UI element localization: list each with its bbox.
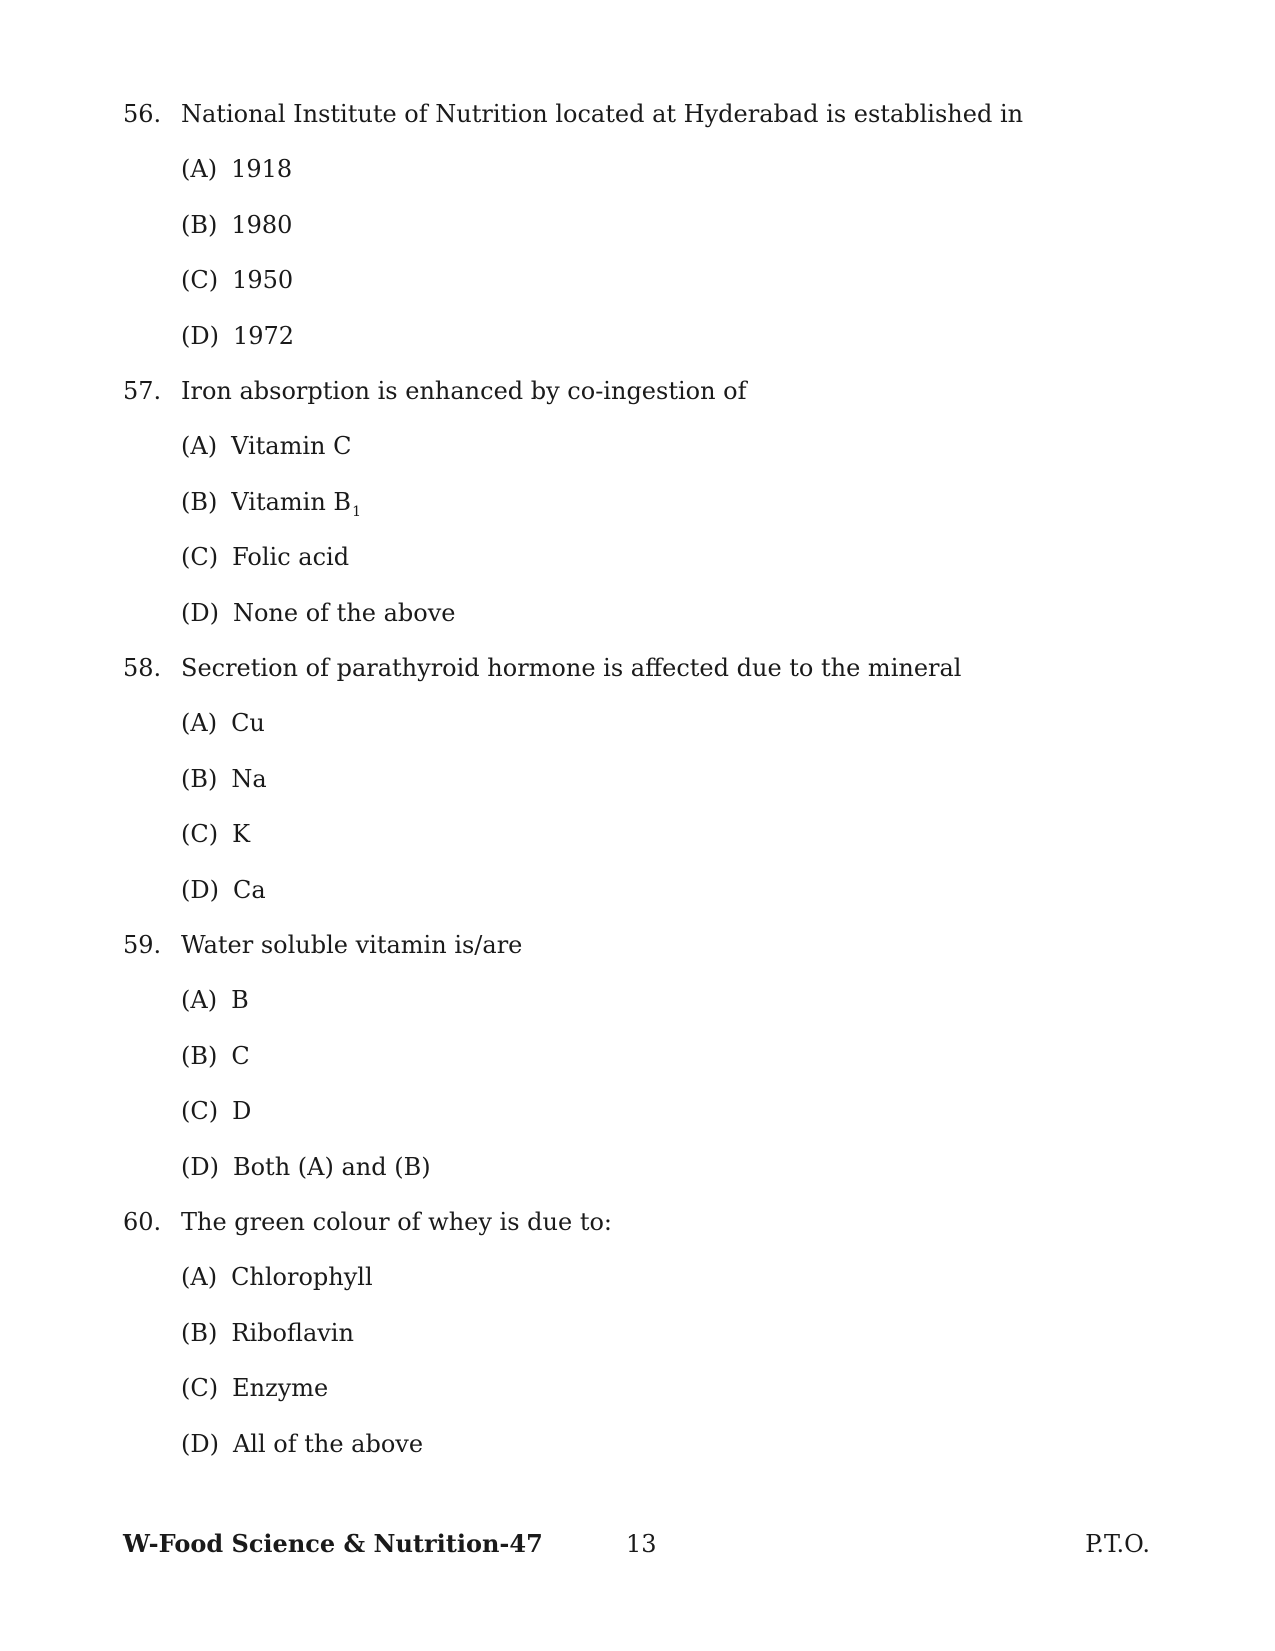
option-letter: (C) [181,543,219,571]
option-text: Riboflavin [231,1318,354,1347]
question-60 [123,1194,1163,1472]
option-text: Folic acid [232,543,350,571]
question-number: 56. [123,100,162,128]
question-text: National Institute of Nutrition located at Hyderabad is established in [181,100,1024,128]
option-text: Vitamin C [231,432,352,460]
option-letter: (B) [181,764,218,793]
option-b [123,198,1163,254]
question-text: Secretion of parathyroid hormone is affected due to the mineral [181,654,962,682]
option-d [123,309,1163,365]
option-text: B [231,986,249,1014]
option-text: Na [231,764,267,793]
option-text: K [232,820,251,848]
option-d [123,863,1163,919]
option-letter: (C) [181,1374,219,1402]
option-b [123,1306,1163,1362]
option-text: 1950 [232,266,294,294]
question-57 [123,363,1163,641]
option-letter: (D) [181,598,219,627]
question-number: 60. [123,1208,162,1236]
option-text: 1918 [231,155,293,183]
option-c [123,530,1163,586]
option-text: Chlorophyll [231,1263,373,1291]
question-56 [123,86,1163,364]
question-stem [123,363,1163,419]
question-59 [123,917,1163,1195]
option-a [123,419,1163,475]
option-text: 1972 [232,321,295,350]
question-stem [123,86,1163,142]
option-text: Ca [232,875,266,904]
option-c [123,807,1163,863]
option-a [123,142,1163,198]
option-d [123,1140,1163,1196]
option-c [123,1084,1163,1140]
option-a [123,1250,1163,1306]
please-turn-over: P.T.O. [1085,1530,1150,1558]
option-b [123,1029,1163,1085]
question-58 [123,640,1163,918]
option-b [123,475,1163,531]
page-footer [123,1524,1150,1564]
option-letter: (C) [181,1097,219,1125]
option-text: 1980 [231,210,293,239]
option-text: Both (A) and (B) [232,1152,431,1181]
option-letter: (D) [181,875,219,904]
footer-title: W-Food Science & Nutrition-47 [123,1529,543,1558]
option-letter: (C) [181,820,219,848]
option-d [123,1417,1163,1473]
option-text: Vitamin B [231,487,352,516]
question-stem [123,917,1163,973]
question-text: The green colour of whey is due to: [181,1208,613,1236]
option-text: D [232,1097,252,1125]
option-text: All of the above [232,1429,424,1458]
option-letter: (B) [181,210,218,239]
option-text: C [231,1041,250,1070]
question-number: 57. [123,377,162,405]
option-c [123,253,1163,309]
option-letter: (B) [181,1318,218,1347]
option-b [123,752,1163,808]
option-letter: (A) [181,1263,218,1291]
option-c [123,1361,1163,1417]
question-number: 59. [123,931,162,959]
option-a [123,973,1163,1029]
option-letter: (A) [181,986,218,1014]
option-text: None of the above [232,598,456,627]
question-stem [123,1194,1163,1250]
option-letter: (A) [181,432,218,460]
option-text: Enzyme [232,1374,329,1402]
option-letter: (C) [181,266,219,294]
question-text: Water soluble vitamin is/are [181,931,523,959]
question-text: Iron absorption is enhanced by co-ingestion of [181,377,747,405]
question-stem [123,640,1163,696]
option-a [123,696,1163,752]
option-letter: (D) [181,1152,219,1181]
option-d [123,586,1163,642]
option-text: Cu [231,709,265,737]
question-number: 58. [123,654,162,682]
option-letter: (A) [181,155,218,183]
option-letter: (B) [181,1041,218,1070]
option-letter: (D) [181,321,219,350]
option-letter: (B) [181,487,218,516]
option-letter: (D) [181,1429,219,1458]
option-letter: (A) [181,709,218,737]
option-subscript: 1 [352,503,361,520]
page-number: 13 [626,1530,657,1558]
